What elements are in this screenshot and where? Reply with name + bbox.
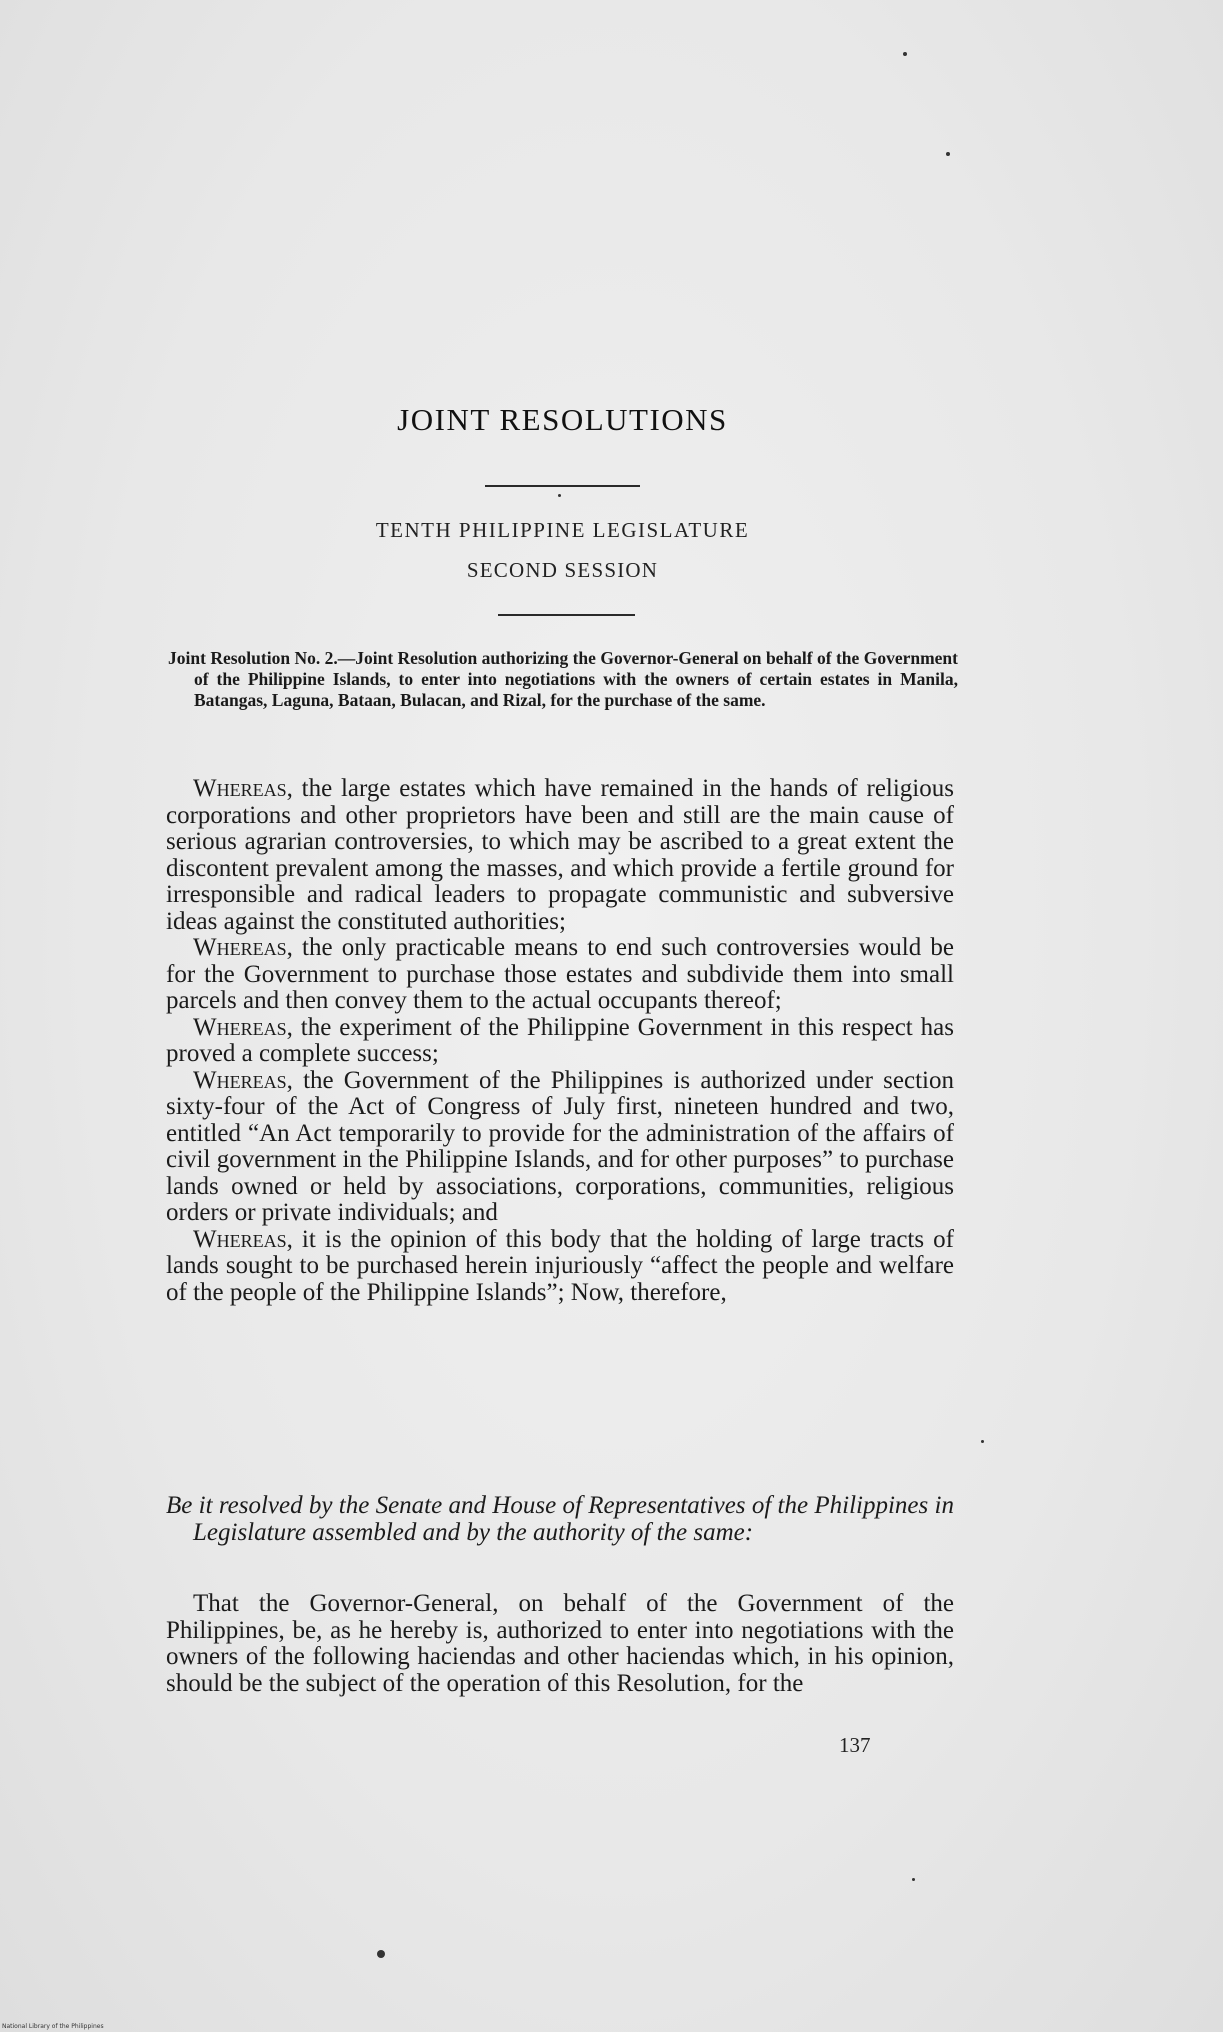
whereas-word: Whereas [193,1013,287,1041]
session-heading: SECOND SESSION [466,558,659,582]
whereas-clause-2 [166,935,954,1015]
whereas-clauses [166,776,954,1306]
whereas-clause-text: , it is the opinion of this body that the holding of large tracts of lands sought to be purchased herein injuriously “affect the people and welfare of the people of the Philippine Islands”; Now, therefore, [166,1225,954,1306]
resolving-clause [166,1493,954,1546]
whereas-clause-text: , the large estates which have remained in the hands of religious corporations and other proprietors have been and still are the main cause of serious agrarian controversies, to which may be ascribed to a great extent the discontent prevalent among the masses, and which provide a fertile ground for irresponsible and radical leaders to propagate communistic and subversive ideas against the constituted authorities; [166,775,954,935]
divider-top [485,485,640,487]
divider-bottom [498,614,635,616]
scan-speck [903,52,907,56]
whereas-word: Whereas [193,934,287,961]
resolving-clause-text: Be it resolved by the Senate and House of Representatives of the Philippines in Legislature assembled and by the authority of the same: [166,1492,954,1546]
legislature-heading: TENTH PHILIPPINE LEGISLATURE [375,518,750,542]
whereas-word: Whereas [193,1225,287,1253]
scan-source-note: National Library of the Philippines [2,2023,104,2030]
whereas-clause-4 [166,1068,954,1227]
page-title: JOINT RESOLUTIONS [397,402,728,437]
operative-paragraph: That the Governor-General, on behalf of the Government of the Philippines, be, as he hereby is, authorized to enter into negotiations with the owners of the following haciendas and other haciendas which, in his opinion, should be the subject of the operation of this Resolution, for the [166,1590,954,1697]
resolution-summary-text: Joint Resolution No. 2.—Joint Resolution authorizing the Governor-General on behalf of the Government of the Philippine Islands, to enter into negotiations with the owners of certain estates in Manila, Batangas, Laguna, Bataan, Bulacan, and Rizal, for the purchase of the same. [168,648,958,710]
scan-speck [946,152,950,156]
whereas-clause-5 [166,1227,954,1307]
whereas-clause-text: , the only practicable means to end such controversies would be for the Government to purchase those estates and subdivide them into small parcels and then convey them to the actual occupants thereof; [166,934,954,1014]
whereas-word: Whereas [193,1066,287,1094]
scan-speck [912,1878,915,1881]
whereas-clause-text: , the experiment of the Philippine Government in this respect has proved a complete success; [166,1013,954,1067]
scan-speck [981,1440,984,1443]
page-number: 137 [839,1733,871,1757]
operative-section [166,1591,954,1697]
scan-speck [558,494,561,497]
whereas-clause-1 [166,776,954,935]
whereas-clause-text: , the Government of the Philippines is authorized under section sixty-four of the Act of Congress of July first, nineteen hundred and two, entitled “An Act temporarily to provide for the administration of the affairs of civil government in the Philippine Islands, and for other purposes” to purchase lands owned or held by associations, corporations, communities, religious orders or private individuals; and [166,1066,954,1226]
whereas-clause-3 [166,1015,954,1068]
scan-speck [377,1950,385,1958]
resolution-summary [168,648,958,711]
whereas-word: Whereas [193,775,287,802]
